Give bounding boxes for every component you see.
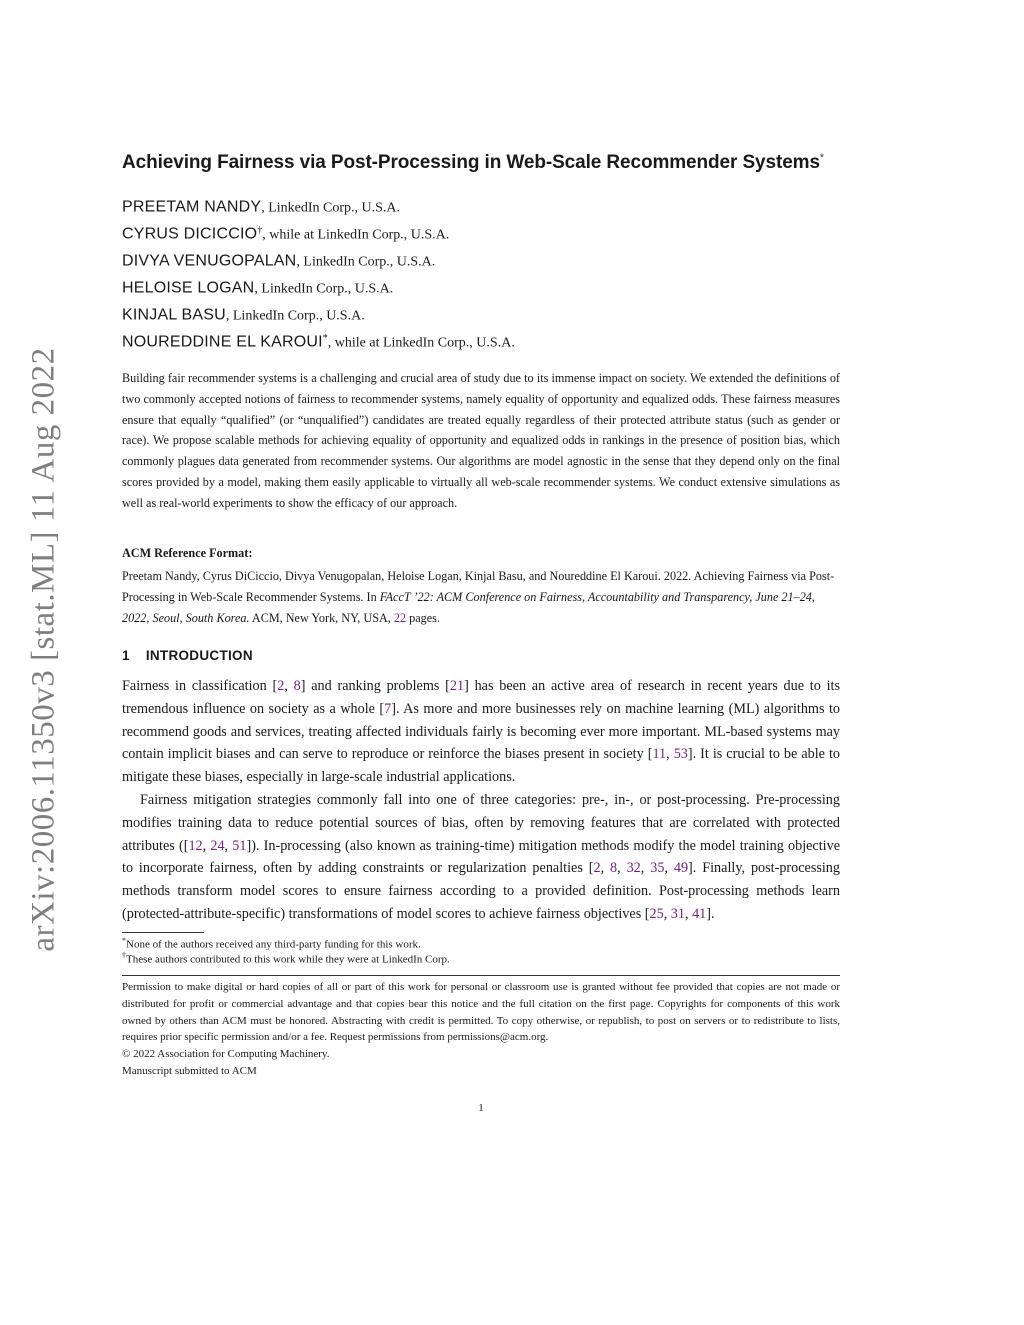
citation-link[interactable]: 24	[210, 837, 225, 854]
paragraph-text: ]). In-processing (also known as training-time) mitigation methods modify the model training objective to incorporate fairness, often by adding constraints or regularization penalties [	[122, 837, 840, 877]
paragraph-text: ,	[284, 678, 294, 694]
citation-link[interactable]: 49	[673, 860, 689, 877]
citation-link[interactable]: 8	[610, 860, 618, 877]
paragraph-text: ] and ranking problems [	[300, 678, 450, 694]
author-affiliation: , LinkedIn Corp., U.S.A.	[296, 254, 436, 270]
footnote	[122, 936, 421, 951]
author-affiliation: , LinkedIn Corp., U.S.A.	[225, 308, 365, 324]
paragraph-text: ]. Finally, post-processing methods transform model scores to ensure fairness according to a provided definition. Post-processing methods learn (protected-attribute-specific) transformations of model scores to achieve fairness objectives [	[122, 860, 840, 922]
author-affiliation: , while at LinkedIn Corp., U.S.A.	[262, 227, 450, 243]
citation-link[interactable]: 53	[673, 746, 688, 763]
citation-link[interactable]: 11	[652, 746, 667, 763]
acm-reference-part: pages.	[406, 610, 440, 625]
acm-reference-part: Preetam Nandy, Cyrus DiCiccio, Divya Venugopalan, Heloise Logan, Kinjal Basu, and Noureddine El Karoui. 2022. Achieving Fairness via Post-Processing in Web-Scale Recommender Systems. In	[122, 569, 835, 604]
citation-link[interactable]: 35	[650, 860, 665, 877]
section-number: 1	[122, 648, 130, 663]
paragraph-text: ]. It is crucial to be able to mitigate these biases, especially in large-scale industrial applications.	[122, 746, 841, 786]
permission-rule	[122, 975, 840, 976]
footnote-mark: †	[122, 951, 126, 960]
citation-link[interactable]: 31	[670, 905, 685, 922]
author-name: HELOISE LOGAN	[122, 279, 255, 297]
footnote-rule	[122, 932, 204, 933]
arxiv-identifier	[22, 343, 66, 955]
citation-link[interactable]: 32	[626, 860, 641, 877]
paragraph-text: ,	[684, 905, 693, 922]
author-affiliation: , LinkedIn Corp., U.S.A.	[261, 200, 401, 216]
author-name: DIVYA VENUGOPALAN	[122, 252, 297, 270]
abstract: Building fair recommender systems is a challenging and crucial area of study due to its immense impact on society. We extended the definitions of two commonly accepted notions of fairness to recommender systems, namely equality of opportunity and equalized odds. These fairness measures ensure that equally “qualified” (or “unqualified”) candidates are treated equally regardless of their protected attribute status (such as gender or race). We propose scalable methods for achieving equality of opportunity and equalized odds in rankings in the presence of position bias, which commonly plagues data generated from recommender systems. Our algorithms are model agnostic in the sense that they depend only on the final scores provided by a model, making them easily applicable to virtually all web-scale recommender systems. We conduct extensive simulations as well as real-world experiments to show the efficacy of our approach.	[122, 371, 840, 510]
acm-reference-heading: ACM Reference Format:	[122, 546, 253, 560]
permission-notice: Permission to make digital or hard copies of all or part of this work for personal or classroom use is granted without fee provided that copies are not made or distributed for profit or commercial advantage and that copies bear this notice and the full citation on the first page. Copyrights for components of this work owned by others than ACM must be honored. Abstracting with credit is permitted. To copy otherwise, or republish, to post on servers or to redistribute to lists, requires prior specific permission and/or a fee. Request permissions from permissions@acm.org.	[122, 981, 840, 1044]
copyright-line: © 2022 Association for Computing Machinery.	[122, 1048, 330, 1060]
paper-title-text: Achieving Fairness via Post-Processing in Web-Scale Recommender Systems	[122, 152, 820, 173]
paragraph-text: ].	[706, 905, 715, 922]
citation-link[interactable]: 12	[188, 837, 203, 854]
citation-link[interactable]: 8	[293, 678, 301, 694]
paragraph-text: ,	[640, 860, 651, 877]
acm-reference-part: ACM, New York, NY, USA,	[249, 610, 394, 625]
author-line	[122, 279, 393, 298]
citation-link[interactable]: 41	[692, 905, 707, 922]
citation-link[interactable]: 7	[384, 700, 392, 717]
citation-link[interactable]: 2	[593, 860, 601, 877]
citation-link[interactable]: 21	[449, 678, 465, 694]
paragraph-text: Fairness mitigation strategies commonly fall into one of three categories: pre-, in-, or post-processing. Pre-processing modifies training data to reduce potential sources of bias, often by removing features that are correlated with protected attributes ([	[122, 792, 840, 854]
paragraph-text: ,	[617, 860, 627, 877]
paragraph-text: ,	[600, 860, 611, 877]
citation-link[interactable]: 51	[232, 837, 247, 854]
paragraph-text: ] has been an active area of research in recent years due to its tremendous influence on society as a whole [	[122, 678, 840, 717]
footnote-mark: *	[122, 936, 126, 945]
author-name: KINJAL BASU	[122, 306, 226, 324]
page-number: 1	[478, 1102, 484, 1114]
footnote-text: These authors contributed to this work while they were at LinkedIn Corp.	[126, 953, 450, 966]
paragraph-text: ,	[202, 837, 211, 854]
acm-reference-text	[122, 566, 840, 628]
author-name: CYRUS DICICCIO	[122, 225, 258, 243]
footnote-text: None of the authors received any third-party funding for this work.	[126, 938, 421, 951]
citation-link[interactable]: 2	[277, 678, 285, 694]
manuscript-line: Manuscript submitted to ACM	[122, 1065, 257, 1077]
paragraph-text: Fairness in classification [	[122, 678, 278, 694]
author-affiliation: , LinkedIn Corp., U.S.A.	[254, 281, 394, 297]
paragraph-text: ,	[224, 837, 233, 854]
section-heading	[122, 648, 253, 663]
author-line	[122, 333, 515, 352]
footnote	[122, 951, 450, 966]
intro-paragraph-2	[122, 789, 840, 926]
paragraph-text: ]. As more and more businesses rely on machine learning (ML) algorithms to recommend goods and services, treating affected individuals fairly is becoming ever more important. ML-based systems may contain implicit biases and can serve to reproduce or reinforce the biases present in society [	[122, 700, 840, 763]
paragraph-text: ,	[666, 746, 674, 763]
author-line	[122, 225, 449, 244]
citation-link[interactable]: 25	[649, 905, 664, 922]
author-name: NOUREDDINE EL KAROUI	[122, 333, 323, 351]
author-mark: †	[257, 225, 263, 236]
intro-paragraph-1	[122, 675, 840, 789]
paper-title	[122, 152, 882, 174]
author-line	[122, 198, 400, 217]
author-name: PREETAM NANDY	[122, 198, 262, 216]
paragraph-text: ,	[664, 860, 674, 877]
page-count-link[interactable]: 22	[393, 610, 407, 625]
arxiv-identifier-text: arXiv:2006.11350v3 [stat.ML] 11 Aug 2022	[25, 346, 62, 952]
author-mark: *	[322, 333, 328, 344]
section-title: INTRODUCTION	[145, 648, 253, 663]
author-line	[122, 252, 435, 271]
acm-reference-venue: FAccT ’22: ACM Conference on Fairness, Accountability and Transparency, June 21–24, 2022, Seoul, South Korea.	[122, 589, 815, 625]
author-line	[122, 306, 365, 325]
paragraph-text: ,	[663, 905, 671, 922]
author-affiliation: , while at LinkedIn Corp., U.S.A.	[327, 335, 515, 351]
title-footnote-mark: *	[819, 152, 824, 164]
